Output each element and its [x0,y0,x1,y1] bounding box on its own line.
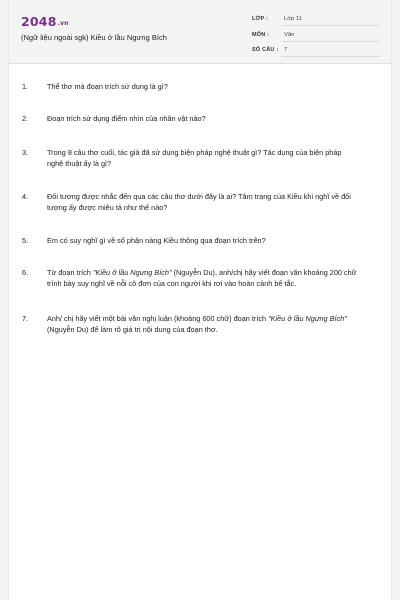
document-title: (Ngữ liệu ngoài sgk) Kiều ở lầu Ngưng Bích [21,33,167,42]
question-text-pre: Từ đoạn trích [47,268,93,277]
question-text-line: nghệ thuật ấy là gì? [47,159,112,168]
question-number: 4. [22,192,29,201]
question-number: 6. [22,268,29,277]
question-text-line: Đối tượng được nhắc đến qua các câu thơ dưới đây là ai? Tâm trạng của Kiều khi nghĩ về đối [47,192,351,201]
question-text-line: Trong 8 câu thơ cuối, tác giả đã sử dụng biện pháp nghệ thuật gì? Tác dụng của biện pháp [47,148,342,157]
document-page [9,0,391,600]
logo-suffix: .vn [57,20,69,27]
question-text-pre: Anh/ chị hãy viết một bài văn nghị luận (khoảng 600 chữ) đoạn trích [47,314,269,323]
site-logo[interactable] [21,15,69,31]
question-number: 3. [22,148,29,157]
question-text: Đoạn trích sử dụng điểm nhìn của nhân vật nào? [47,114,206,123]
question-text [47,313,382,335]
meta-class-label: LỚP : [252,16,268,22]
question-text-line: tượng ấy được miêu tả như thế nào? [47,203,168,212]
meta-class-value: Lớp 11 [282,16,380,26]
question-number: 5. [22,236,29,245]
question-text [47,147,382,169]
question-number: 1. [22,82,29,91]
question-text [47,267,382,289]
question-text: Thể thơ mà đoạn trích sử dụng là gì? [47,82,168,91]
work-title: "Kiều ở lầu Ngưng Bích" [268,314,347,323]
meta-subject-label: MÔN : [252,32,270,38]
meta-subject [252,32,380,43]
document-header [9,0,391,64]
work-title: "Kiều ở lầu Ngưng Bích" [92,268,172,277]
question-number: 2. [22,114,29,123]
question-text: Em có suy nghĩ gì về số phận nàng Kiều thông qua đoạn trích trên? [47,236,266,245]
logo-text: 2048 [21,14,57,29]
meta-subject-value: Văn [282,32,380,42]
meta-count [252,47,380,58]
meta-count-label: SỐ CÂU : [252,47,279,53]
question-text-line: trình bày suy nghĩ về nỗi cô đơn của con người khi rơi vào hoàn cảnh bế tắc. [47,279,297,288]
question-text-line: (Nguyễn Du) để làm rõ giá trị nội dung của đoạn thơ. [47,325,218,334]
meta-class [252,16,380,27]
question-text [47,191,382,213]
question-text-post: (Nguyễn Du), anh/chị hãy viết đoạn văn khoảng 200 chữ [171,268,357,277]
question-number: 7. [22,314,29,323]
meta-count-value: 7 [282,47,380,57]
